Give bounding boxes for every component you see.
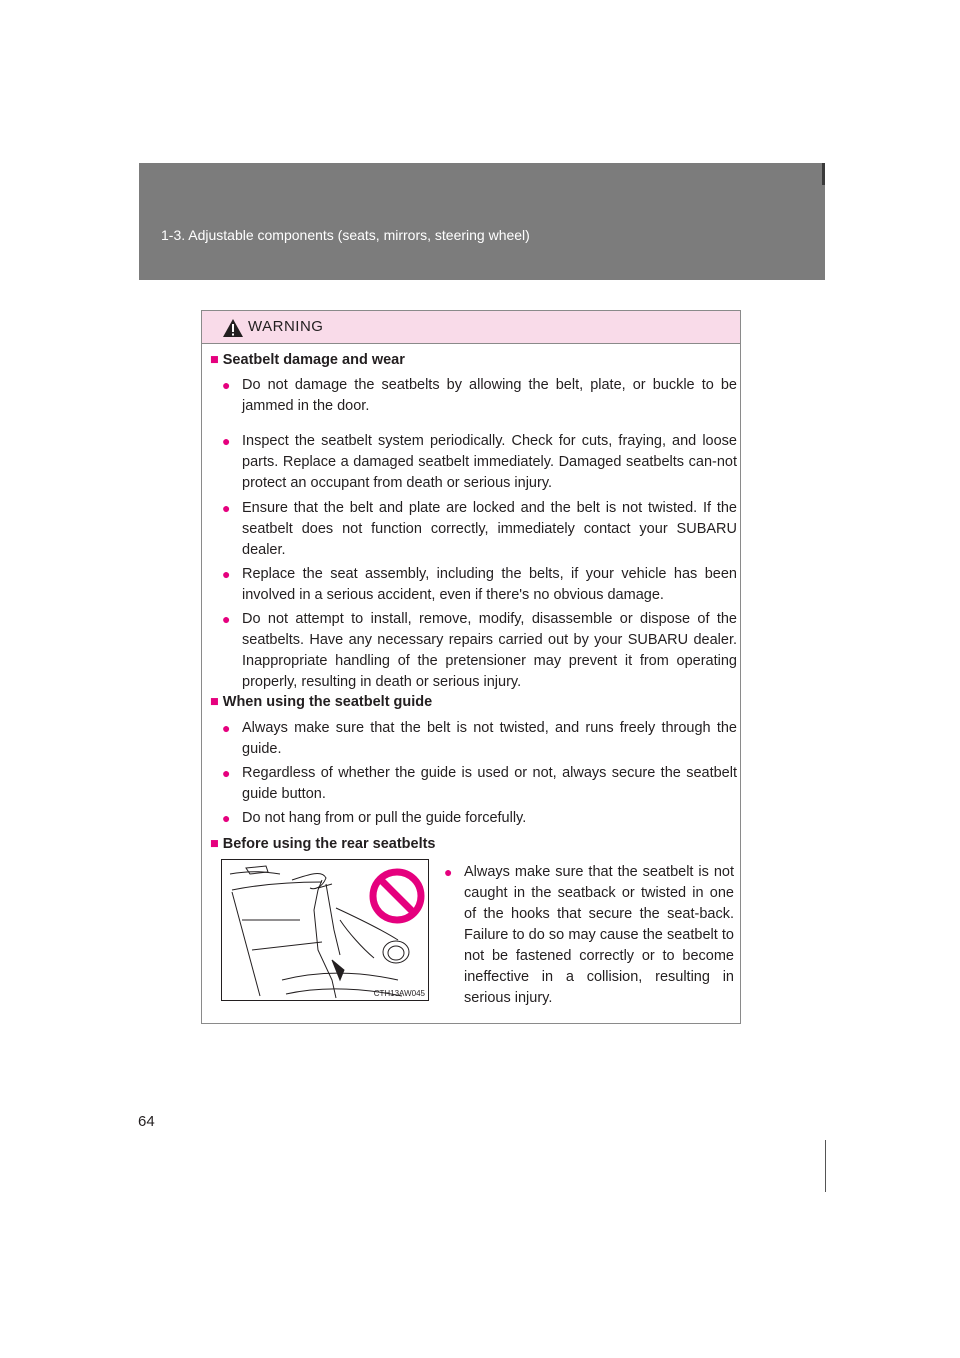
circle-bullet-icon: ●	[222, 377, 231, 393]
warning-header	[202, 311, 740, 344]
warning-triangle-icon	[222, 318, 244, 338]
warning-box	[201, 310, 741, 1024]
section-heading: ■ Seatbelt damage and wear	[210, 352, 405, 368]
circle-bullet-icon: ●	[222, 500, 231, 516]
list-item: ● Regardless of whether the guide is used or not, always secure the seatbelt guide button.	[222, 765, 737, 802]
image-caption: CTH13AW045	[373, 989, 425, 998]
list-item: ● Do not damage the seatbelts by allowing the belt, plate, or buckle to be jammed in the door.	[222, 377, 737, 414]
circle-bullet-icon: ●	[444, 864, 453, 880]
list-item: ● Do not attempt to install, remove, modify, disassemble or dispose of the seatbelts. Have any necessary repairs carried out by your SUBARU dealer. Inappropriate handling of the pretensioner may prevent it from operating properly, resulting in death or serious injury.	[222, 611, 737, 690]
section-title: 1-3. Adjustable components (seats, mirrors, steering wheel)	[161, 227, 530, 243]
header-tab-marker	[822, 163, 825, 185]
list-item: ● Inspect the seatbelt system periodically. Check for cuts, fraying, and loose parts. Replace a damaged seatbelt immediately. Damaged seatbelts can-not protect an occupant from death or serious injury.	[222, 433, 737, 491]
circle-bullet-icon: ●	[222, 433, 231, 449]
circle-bullet-icon: ●	[222, 720, 231, 736]
section-heading: ■ Before using the rear seatbelts	[210, 836, 436, 852]
circle-bullet-icon: ●	[222, 810, 231, 826]
square-bullet-icon: ■	[210, 352, 219, 368]
page-number: 64	[138, 1113, 155, 1130]
list-item: ● Do not hang from or pull the guide forcefully.	[222, 808, 737, 829]
warning-title: WARNING	[248, 318, 324, 335]
list-item: ● Always make sure that the seatbelt is not caught in the seatback or twisted in one of the hooks that secure the seat-back. Failure to do so may cause the seatbelt to not be fastened correctly or to become ineffective in a collision, resulting in serious injury.	[444, 864, 734, 1006]
square-bullet-icon: ■	[210, 836, 219, 852]
margin-marker	[825, 1140, 826, 1192]
circle-bullet-icon: ●	[222, 566, 231, 582]
list-item: ● Replace the seat assembly, including the belts, if your vehicle has been involved in a serious accident, even if there's no obvious damage.	[222, 566, 737, 603]
seatback-hook-illustration	[222, 860, 428, 1000]
section-header	[139, 163, 825, 280]
circle-bullet-icon: ●	[222, 611, 231, 627]
section-heading: ■ When using the seatbelt guide	[210, 694, 433, 710]
prohibition-icon	[373, 872, 421, 920]
square-bullet-icon: ■	[210, 694, 219, 710]
seatbelt-illustration	[221, 859, 429, 1001]
list-item: ● Always make sure that the belt is not twisted, and runs freely through the guide.	[222, 720, 737, 757]
circle-bullet-icon: ●	[222, 765, 231, 781]
list-item: ● Ensure that the belt and plate are locked and the belt is not twisted. If the seatbelt does not function correctly, immediately contact your SUBARU dealer.	[222, 500, 737, 558]
